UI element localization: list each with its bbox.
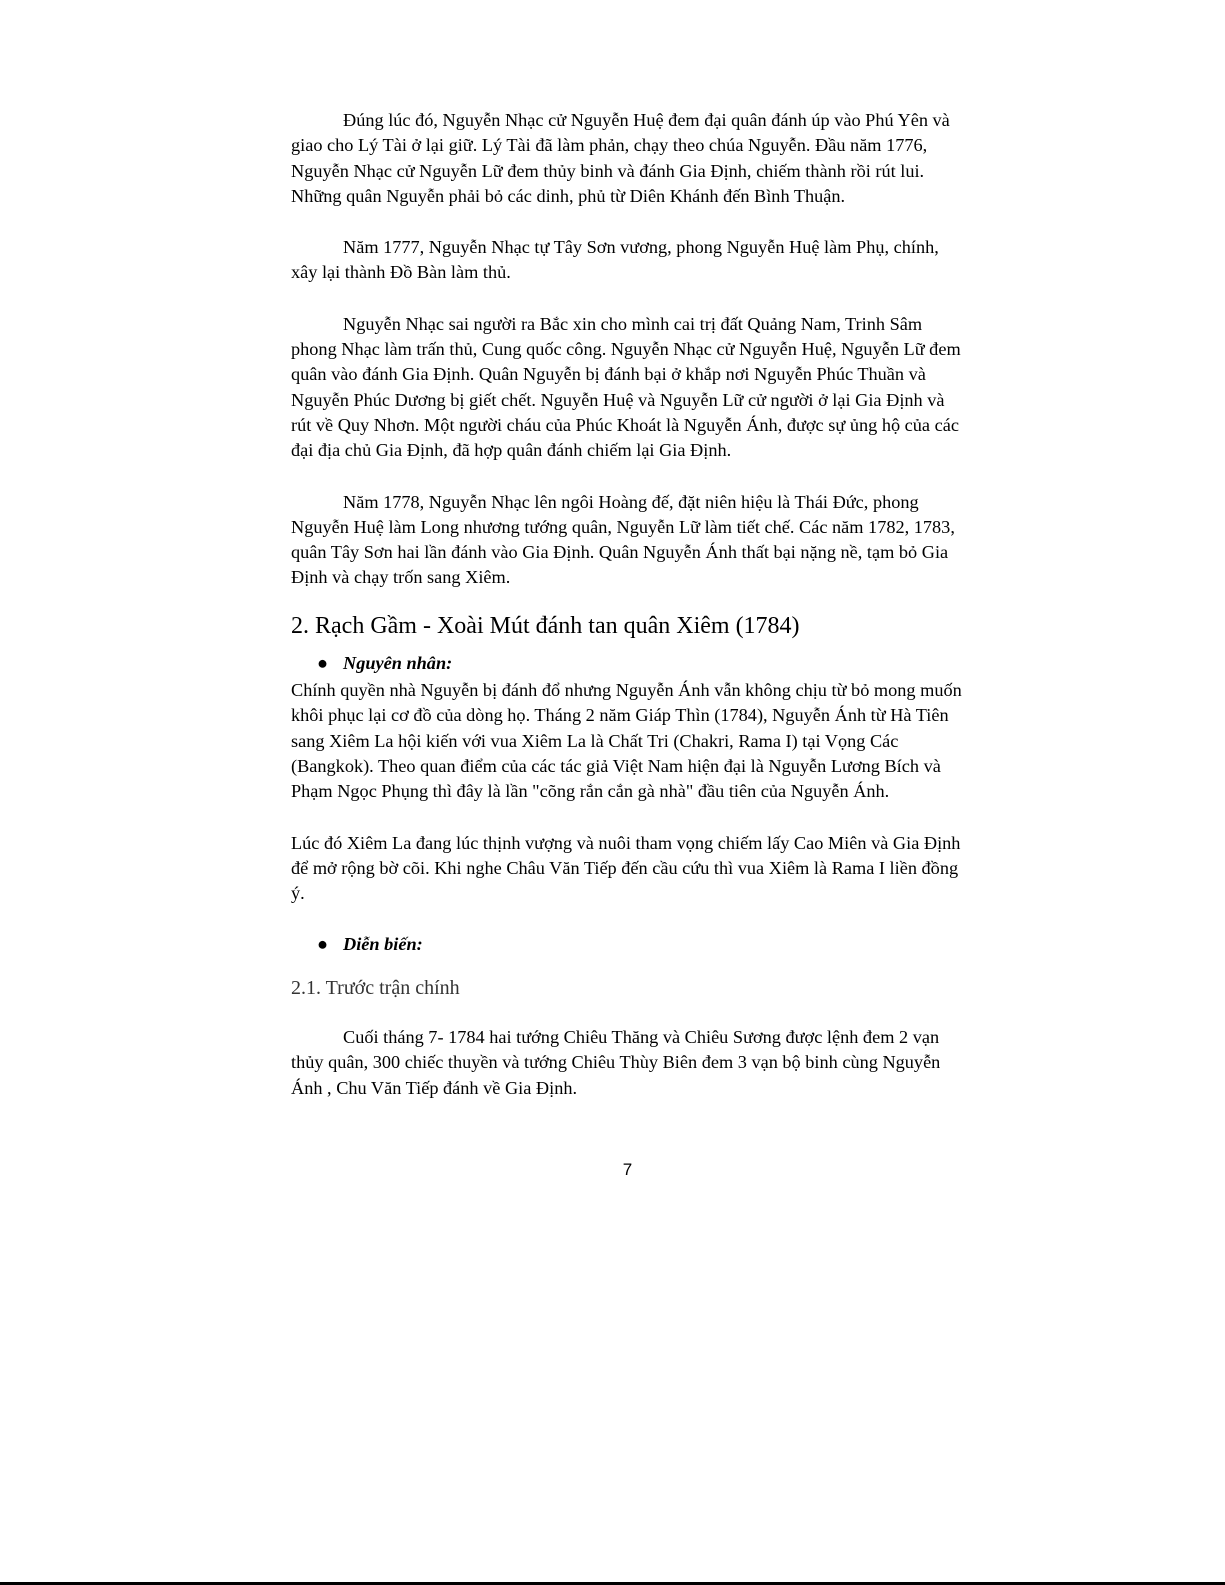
paragraph-2: Năm 1777, Nguyễn Nhạc tự Tây Sơn vương, phong Nguyễn Huệ làm Phụ, chính, xây lại thành Đồ Bàn làm thủ. (291, 237, 939, 283)
bullet-cause-label: Nguyên nhân: (343, 652, 453, 673)
bullet-cause (317, 651, 969, 676)
paragraph-1: Đúng lúc đó, Nguyễn Nhạc cử Nguyễn Huệ đem đại quân đánh úp vào Phú Yên và giao cho Lý Tài ở lại giữ. Lý Tài đã làm phản, chạy theo chúa Nguyễn. Đầu năm 1776, Nguyễn Nhạc cử Nguyễn Lữ đem thủy binh và đánh Gia Định, chiếm thành rồi rút lui. Những quân Nguyễn phải bỏ các dinh, phủ từ Diên Khánh đến Bình Thuận. (291, 110, 950, 206)
paragraph-7: Cuối tháng 7- 1784 hai tướng Chiêu Thăng và Chiêu Sương được lệnh đem 2 vạn thủy quân, 300 chiếc thuyền và tướng Chiêu Thùy Biên đem 3 vạn bộ binh cùng Nguyễn Ánh , Chu Văn Tiếp đánh về Gia Định. (291, 1027, 941, 1098)
paragraph-4: Năm 1778, Nguyễn Nhạc lên ngôi Hoàng đế, đặt niên hiệu là Thái Đức, phong Nguyễn Huệ làm Long nhương tướng quân, Nguyễn Lữ làm tiết chế. Các năm 1782, 1783, quân Tây Sơn hai lần đánh vào Gia Định. Quân Nguyễn Ánh thất bại nặng nề, tạm bỏ Gia Định và chạy trốn sang Xiêm. (291, 491, 955, 588)
bullet-dot-icon: ● (317, 934, 329, 955)
paragraph-3: Nguyễn Nhạc sai người ra Bắc xin cho mình cai trị đất Quảng Nam, Trinh Sâm phong Nhạc làm trấn thủ, Cung quốc công. Nguyễn Nhạc cử Nguyễn Huệ, Nguyễn Lữ đem quân vào đánh Gia Định. Quân Nguyễn bị đánh bại ở khắp nơi Nguyễn Phúc Thuần và Nguyễn Phúc Dương bị giết chết. Nguyễn Huệ và Nguyễn Lữ cử người ở lại Gia Định và rút về Quy Nhơn. Một người cháu của Phúc Khoát là Nguyễn Ánh, được sự ủng hộ của các đại địa chủ Gia Định, đã hợp quân đánh chiếm lại Gia Định. (291, 313, 961, 461)
page-content (291, 108, 969, 1101)
bullet-dot-icon: ● (317, 652, 329, 673)
paragraph-6: Lúc đó Xiêm La đang lúc thịnh vượng và nuôi tham vọng chiếm lấy Cao Miên và Gia Định để mở rộng bờ cõi. Khi nghe Châu Văn Tiếp đến cầu cứu thì vua Xiêm là Rama I liền đồng ý. (291, 832, 961, 904)
paragraph-5: Chính quyền nhà Nguyễn bị đánh đổ nhưng Nguyễn Ánh vẫn không chịu từ bỏ mong muốn khôi phục lại cơ đồ của dòng họ. Tháng 2 năm Giáp Thìn (1784), Nguyễn Ánh từ Hà Tiên sang Xiêm La hội kiến với vua Xiêm La là Chất Tri (Chakri, Rama I) tại Vọng Các (Bangkok). Theo quan điểm của các tác giả Việt Nam hiện đại là Nguyễn Lương Bích và Phạm Ngọc Phụng thì đây là lần "cõng rắn cắn gà nhà" đầu tiên của Nguyễn Ánh. (291, 680, 962, 802)
bullet-events (317, 932, 969, 957)
section-heading: 2. Rạch Gầm - Xoài Mút đánh tan quân Xiêm (1784) (291, 612, 800, 639)
bullet-events-label: Diễn biến: (343, 934, 423, 955)
subsection-heading: 2.1. Trước trận chính (291, 976, 460, 999)
page-number: 7 (622, 1160, 633, 1179)
